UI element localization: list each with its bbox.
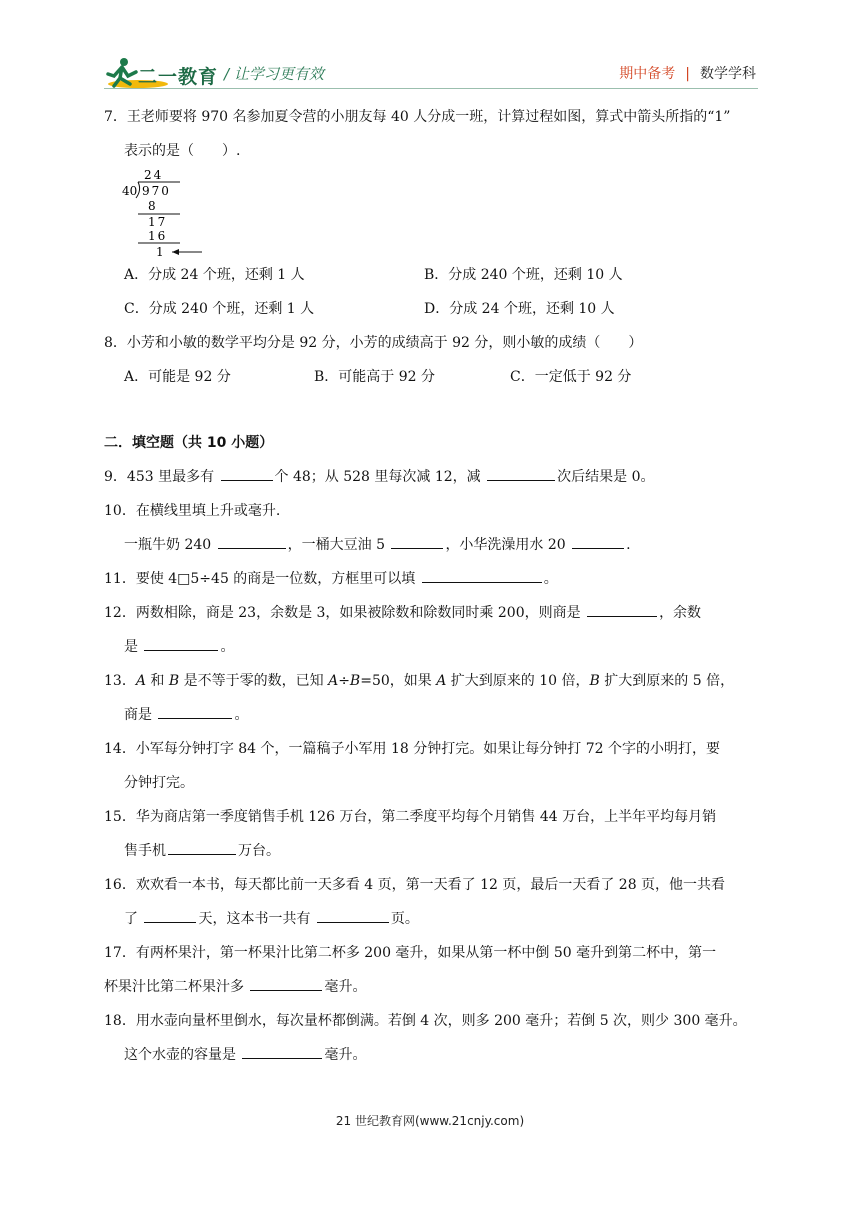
term-label: 期中备考 xyxy=(619,66,676,82)
q12-text-a: 12．两数相除，商是 23，余数是 3，如果被除数和除数同时乘 200，则商是 xyxy=(104,605,586,621)
q11-text-a: 11．要使 4□5÷45 的商是一位数，方框里可以填 xyxy=(104,571,420,587)
q13-text-2: =50，如果 xyxy=(360,673,437,689)
q7-line2: 表示的是（ ）. xyxy=(124,143,241,159)
division-step2: 17 xyxy=(148,215,168,229)
q14-line1: 14．小军每分钟打字 84 个，一篇稿子小军用 18 分钟打完。如果让每分钟打 72 个字的小明打，要 xyxy=(104,741,720,757)
question-17 xyxy=(104,936,764,1004)
var-b: B xyxy=(589,673,600,689)
q7-option-d: D．分成 24 个班，还剩 10 人 xyxy=(424,301,615,317)
header-separator: | xyxy=(685,66,690,82)
q12-line2 xyxy=(104,630,764,664)
logo-text: 二一教育 xyxy=(138,66,219,88)
q15-text-a: 售手机 xyxy=(124,843,166,859)
q9-blank-1 xyxy=(221,462,273,481)
question-9 xyxy=(104,460,764,494)
q14-line2: 分钟打完。 xyxy=(124,775,194,791)
q15-blank xyxy=(168,836,236,855)
q18-line1: 18．用水壶向量杯里倒水，每次量杯都倒满。若倒 4 次，则多 200 毫升；若倒 5 次，则少 300 毫升。 xyxy=(104,1013,747,1029)
q8-option-a: A．可能是 92 分 xyxy=(124,369,231,385)
q9-blank-2 xyxy=(487,462,555,481)
q17-line1: 17．有两杯果汁，第一杯果汁比第二杯多 200 毫升，如果从第一杯中倒 50 毫升到第二杯中，第一 xyxy=(104,945,717,961)
q9-text-c: 次后结果是 0。 xyxy=(557,469,655,485)
q7-options-row2 xyxy=(104,292,764,326)
q18-text-b: 毫升。 xyxy=(324,1047,367,1063)
q15-text-b: 万台。 xyxy=(238,843,280,859)
header-right xyxy=(619,63,756,83)
q16-text-c: 页。 xyxy=(390,911,419,927)
q13-line1 xyxy=(104,664,764,698)
q12-text-d: 。 xyxy=(220,639,235,655)
q17-blank xyxy=(250,972,322,991)
q15-line2 xyxy=(104,834,764,868)
q12-line1 xyxy=(104,596,764,630)
q17-line2 xyxy=(104,970,764,1004)
long-division-figure xyxy=(120,168,220,258)
question-16 xyxy=(104,868,764,936)
var-b: B xyxy=(168,673,180,689)
division-step1: 8 xyxy=(148,199,156,213)
long-division-svg xyxy=(120,168,230,258)
q12-blank-2 xyxy=(144,632,218,651)
q9-text-a: 9．453 里最多有 xyxy=(104,469,219,485)
q16-text-b: 天，这本书一共有 xyxy=(198,911,315,927)
q12-text-b: ，余数 xyxy=(659,605,702,621)
question-11 xyxy=(104,562,764,596)
q16-text-a: 了 xyxy=(124,911,143,927)
q13-blank xyxy=(158,700,232,719)
q18-text-a: 这个水壶的容量是 xyxy=(124,1047,241,1063)
section-heading: 二．填空题（共 10 小题） xyxy=(104,435,274,451)
q9-text-b: 个 48；从 528 里每次减 12，减 xyxy=(274,469,486,485)
q18-blank xyxy=(242,1040,322,1059)
q16-line1: 16．欢欢看一本书，每天都比前一天多看 4 页，第一天看了 12 页，最后一天看了 28 页，他一共看 xyxy=(104,877,726,893)
q16-line2 xyxy=(104,902,764,936)
q8-option-c: C．一定低于 92 分 xyxy=(510,369,632,385)
var-a: A xyxy=(436,673,447,689)
question-15 xyxy=(104,800,764,868)
q13-text-4: 扩大到原来的 5 倍， xyxy=(599,673,735,689)
q10-text-d: . xyxy=(626,537,631,553)
q13-line2 xyxy=(104,698,764,732)
question-7 xyxy=(104,100,764,326)
q7-option-b: B．分成 240 个班，还剩 10 人 xyxy=(424,267,623,283)
q10-blank-1 xyxy=(218,530,286,549)
q17-text-b: 毫升。 xyxy=(324,979,367,995)
q7-options-row1 xyxy=(104,258,764,292)
subject-label: 数学学科 xyxy=(700,66,756,82)
q13-and: 和 xyxy=(145,673,169,689)
division-dividend: 970 xyxy=(142,184,171,198)
q7-option-c: C．分成 240 个班，还剩 1 人 xyxy=(124,301,315,317)
var-a: A xyxy=(328,673,339,689)
q10-blank-3 xyxy=(572,530,624,549)
var-b: B xyxy=(349,673,361,689)
q13-number: 13． xyxy=(104,673,136,689)
division-remainder: 1 xyxy=(156,245,164,258)
question-8 xyxy=(104,326,764,394)
var-a: A xyxy=(135,673,146,689)
question-12 xyxy=(104,596,764,664)
division-quotient: 24 xyxy=(144,168,164,182)
question-13 xyxy=(104,664,764,732)
exam-content xyxy=(104,100,764,1072)
page-footer: 21 世纪教育网(www.21cnjy.com) xyxy=(335,1114,525,1128)
question-10 xyxy=(104,494,764,562)
q8-line1: 8．小芳和小敏的数学平均分是 92 分，小芳的成绩高于 92 分，则小敏的成绩（ ） xyxy=(104,335,643,351)
header-slogan: / 让学习更有效 xyxy=(224,65,324,83)
division-divisor: 40 xyxy=(122,184,138,198)
question-14 xyxy=(104,732,764,800)
question-18 xyxy=(104,1004,764,1072)
q18-line2 xyxy=(104,1038,764,1072)
division-step3: 16 xyxy=(148,229,168,243)
q10-line1: 10．在横线里填上升或毫升. xyxy=(104,503,281,519)
q13-text-6: 。 xyxy=(234,707,249,723)
q10-blank-2 xyxy=(391,530,443,549)
q16-blank-2 xyxy=(317,904,389,923)
q13-text-1: 是不等于零的数，已知 xyxy=(179,673,329,689)
q10-text-a: 一瓶牛奶 240 xyxy=(124,537,216,553)
q13-text-3: 扩大到原来的 10 倍， xyxy=(446,673,590,689)
q8-options xyxy=(104,360,764,394)
page-header xyxy=(0,0,860,100)
q13-text-5: 商是 xyxy=(124,707,157,723)
q16-blank-1 xyxy=(144,904,196,923)
q17-text-a: 杯果汁比第二杯果汁多 xyxy=(104,979,249,995)
q10-line2 xyxy=(104,528,764,562)
arrow-left-icon xyxy=(172,249,179,255)
q7-option-a: A．分成 24 个班，还剩 1 人 xyxy=(124,267,305,283)
header-divider xyxy=(104,88,758,89)
q10-text-b: ，一桶大豆油 5 xyxy=(287,537,390,553)
q10-text-c: ，小华洗澡用水 20 xyxy=(445,537,571,553)
divide-sign: ÷ xyxy=(338,673,350,689)
q12-text-c: 是 xyxy=(124,639,143,655)
q11-text-b: 。 xyxy=(543,571,558,587)
q11-blank xyxy=(422,564,542,583)
q7-line1: 7．王老师要将 970 名参加夏令营的小朋友每 40 人分成一班，计算过程如图，算式中箭头所指的“1” xyxy=(104,109,731,125)
q8-option-b: B．可能高于 92 分 xyxy=(314,369,436,385)
q12-blank-1 xyxy=(587,598,657,617)
q15-line1: 15．华为商店第一季度销售手机 126 万台，第二季度平均每个月销售 44 万台，上半年平均每月销 xyxy=(104,809,717,825)
